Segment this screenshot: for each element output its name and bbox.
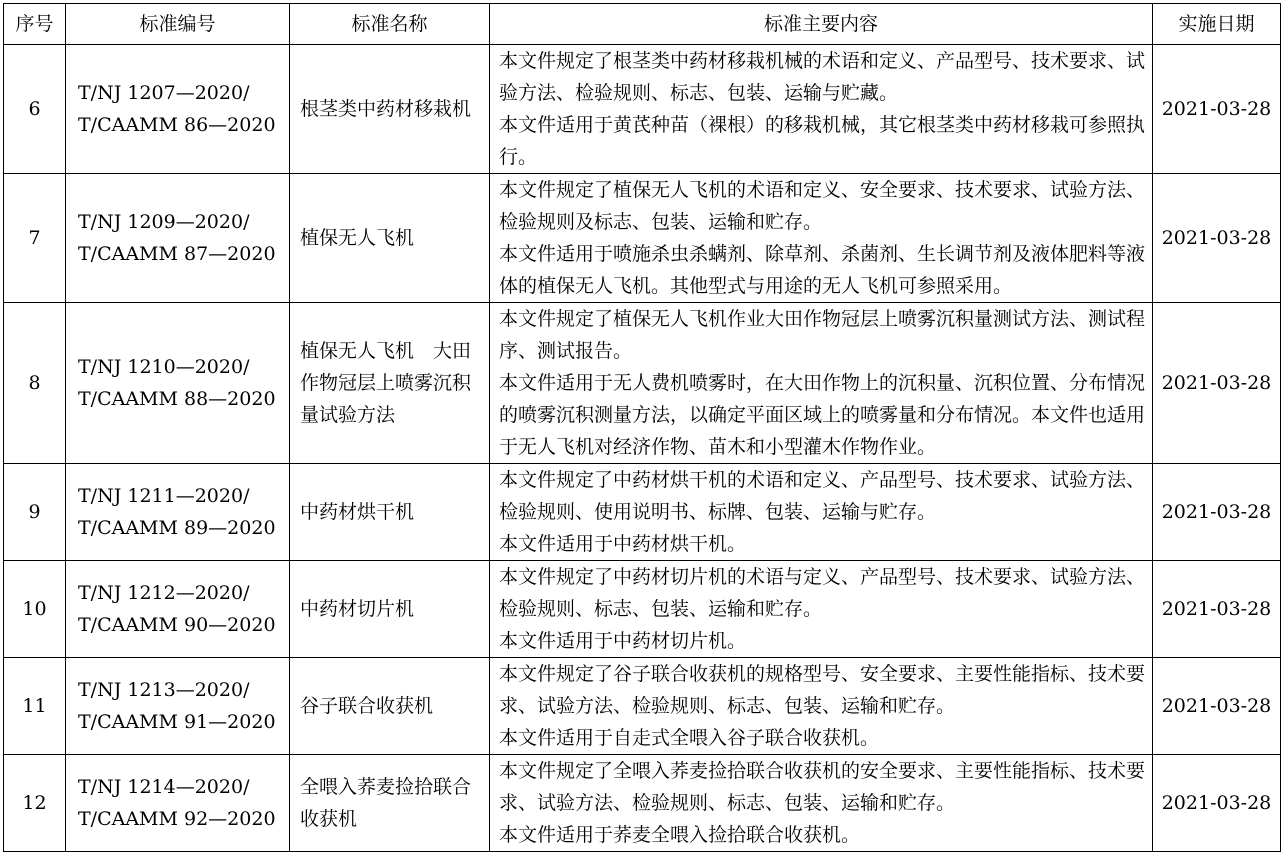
row-content: [490, 561, 1153, 658]
table-row: [4, 174, 1281, 303]
table-row: [4, 658, 1281, 755]
row-content: [490, 174, 1153, 303]
row-code: [66, 174, 290, 303]
content-paragraph: 本文件规定了植保无人飞机作业大田作物冠层上喷雾沉积量测试方法、测试程序、测试报告。: [499, 308, 1146, 362]
row-name: 植保无人飞机: [290, 174, 490, 303]
row-date: 2021-03-28: [1153, 303, 1281, 464]
header-content: 标准主要内容: [490, 4, 1153, 45]
header-index: 序号: [4, 4, 66, 45]
row-name: 谷子联合收获机: [290, 658, 490, 755]
row-date: 2021-03-28: [1153, 45, 1281, 174]
content-paragraph: 本文件适用于无人费机喷雾时，在大田作物上的沉积量、沉积位置、分布情况的喷雾沉积测量方法，以确定平面区域上的喷雾量和分布情况。本文件也适用于无人飞机对经济作物、苗木和小型灌木作物作业。: [499, 372, 1146, 458]
table-row: [4, 561, 1281, 658]
content-paragraph: 本文件规定了全喂入荞麦捡拾联合收获机的安全要求、主要性能指标、技术要求、试验方法、检验规则、标志、包装、运输和贮存。: [499, 760, 1146, 814]
header-row: [4, 4, 1281, 45]
row-code: [66, 45, 290, 174]
row-code-line: T/CAAMM 89—2020: [78, 517, 276, 539]
table-row: [4, 303, 1281, 464]
content-paragraph: 本文件规定了植保无人飞机的术语和定义、安全要求、技术要求、试验方法、检验规则及标志、包装、运输和贮存。: [499, 179, 1146, 233]
row-date: 2021-03-28: [1153, 755, 1281, 852]
row-date: 2021-03-28: [1153, 561, 1281, 658]
standards-table: [3, 3, 1281, 852]
content-paragraph: 本文件适用于中药材烘干机。: [499, 533, 747, 555]
row-content: [490, 45, 1153, 174]
content-paragraph: 本文件规定了中药材切片机的术语与定义、产品型号、技术要求、试验方法、检验规则、标志、包装、运输和贮存。: [499, 566, 1146, 620]
content-paragraph: 本文件适用于喷施杀虫杀螨剂、除草剂、杀菌剂、生长调节剂及液体肥料等液体的植保无人飞机。其他型式与用途的无人飞机可参照采用。: [499, 243, 1146, 297]
content-paragraph: 本文件规定了谷子联合收获机的规格型号、安全要求、主要性能指标、技术要求、试验方法、检验规则、标志、包装、运输和贮存。: [499, 663, 1146, 717]
row-date: 2021-03-28: [1153, 174, 1281, 303]
row-name: 植保无人飞机 大田作物冠层上喷雾沉积量试验方法: [290, 303, 490, 464]
row-content: [490, 755, 1153, 852]
row-index: 7: [4, 174, 66, 303]
row-code: [66, 303, 290, 464]
row-index: 6: [4, 45, 66, 174]
row-code-line: T/NJ 1210—2020/: [78, 356, 250, 378]
row-code: [66, 561, 290, 658]
header-code: 标准编号: [66, 4, 290, 45]
row-code: [66, 658, 290, 755]
row-name: 根茎类中药材移栽机: [290, 45, 490, 174]
row-code-line: T/CAAMM 91—2020: [78, 711, 276, 733]
row-code-line: T/NJ 1212—2020/: [78, 582, 250, 604]
row-code-line: T/NJ 1213—2020/: [78, 679, 250, 701]
row-index: 11: [4, 658, 66, 755]
header-name: 标准名称: [290, 4, 490, 45]
row-code-line: T/CAAMM 90—2020: [78, 614, 276, 636]
row-code-line: T/CAAMM 86—2020: [78, 114, 276, 136]
row-code-line: T/NJ 1214—2020/: [78, 776, 250, 798]
row-code-line: T/CAAMM 88—2020: [78, 388, 276, 410]
content-paragraph: 本文件规定了中药材烘干机的术语和定义、产品型号、技术要求、试验方法、检验规则、使用说明书、标牌、包装、运输与贮存。: [499, 469, 1146, 523]
row-code-line: T/CAAMM 92—2020: [78, 808, 276, 830]
row-date: 2021-03-28: [1153, 464, 1281, 561]
content-paragraph: 本文件适用于黄芪种苗（裸根）的移栽机械，其它根茎类中药材移栽可参照执行。: [499, 114, 1146, 168]
row-name: 中药材切片机: [290, 561, 490, 658]
row-content: [490, 464, 1153, 561]
row-index: 12: [4, 755, 66, 852]
content-paragraph: 本文件适用于自走式全喂入谷子联合收获机。: [499, 727, 880, 749]
header-date: 实施日期: [1153, 4, 1281, 45]
row-index: 8: [4, 303, 66, 464]
row-code-line: T/CAAMM 87—2020: [78, 243, 276, 265]
row-code: [66, 464, 290, 561]
row-content: [490, 303, 1153, 464]
row-code-line: T/NJ 1209—2020/: [78, 211, 250, 233]
row-name: 中药材烘干机: [290, 464, 490, 561]
table-row: [4, 464, 1281, 561]
row-code: [66, 755, 290, 852]
row-date: 2021-03-28: [1153, 658, 1281, 755]
row-index: 10: [4, 561, 66, 658]
content-paragraph: 本文件适用于中药材切片机。: [499, 630, 747, 652]
row-code-line: T/NJ 1211—2020/: [78, 485, 250, 507]
row-index: 9: [4, 464, 66, 561]
content-paragraph: 本文件规定了根茎类中药材移栽机械的术语和定义、产品型号、技术要求、试验方法、检验规则、标志、包装、运输与贮藏。: [499, 50, 1146, 104]
table-row: [4, 45, 1281, 174]
row-name: 全喂入荞麦捡拾联合收获机: [290, 755, 490, 852]
row-code-line: T/NJ 1207—2020/: [78, 82, 250, 104]
content-paragraph: 本文件适用于荞麦全喂入捡拾联合收获机。: [499, 824, 861, 846]
table-row: [4, 755, 1281, 852]
row-content: [490, 658, 1153, 755]
